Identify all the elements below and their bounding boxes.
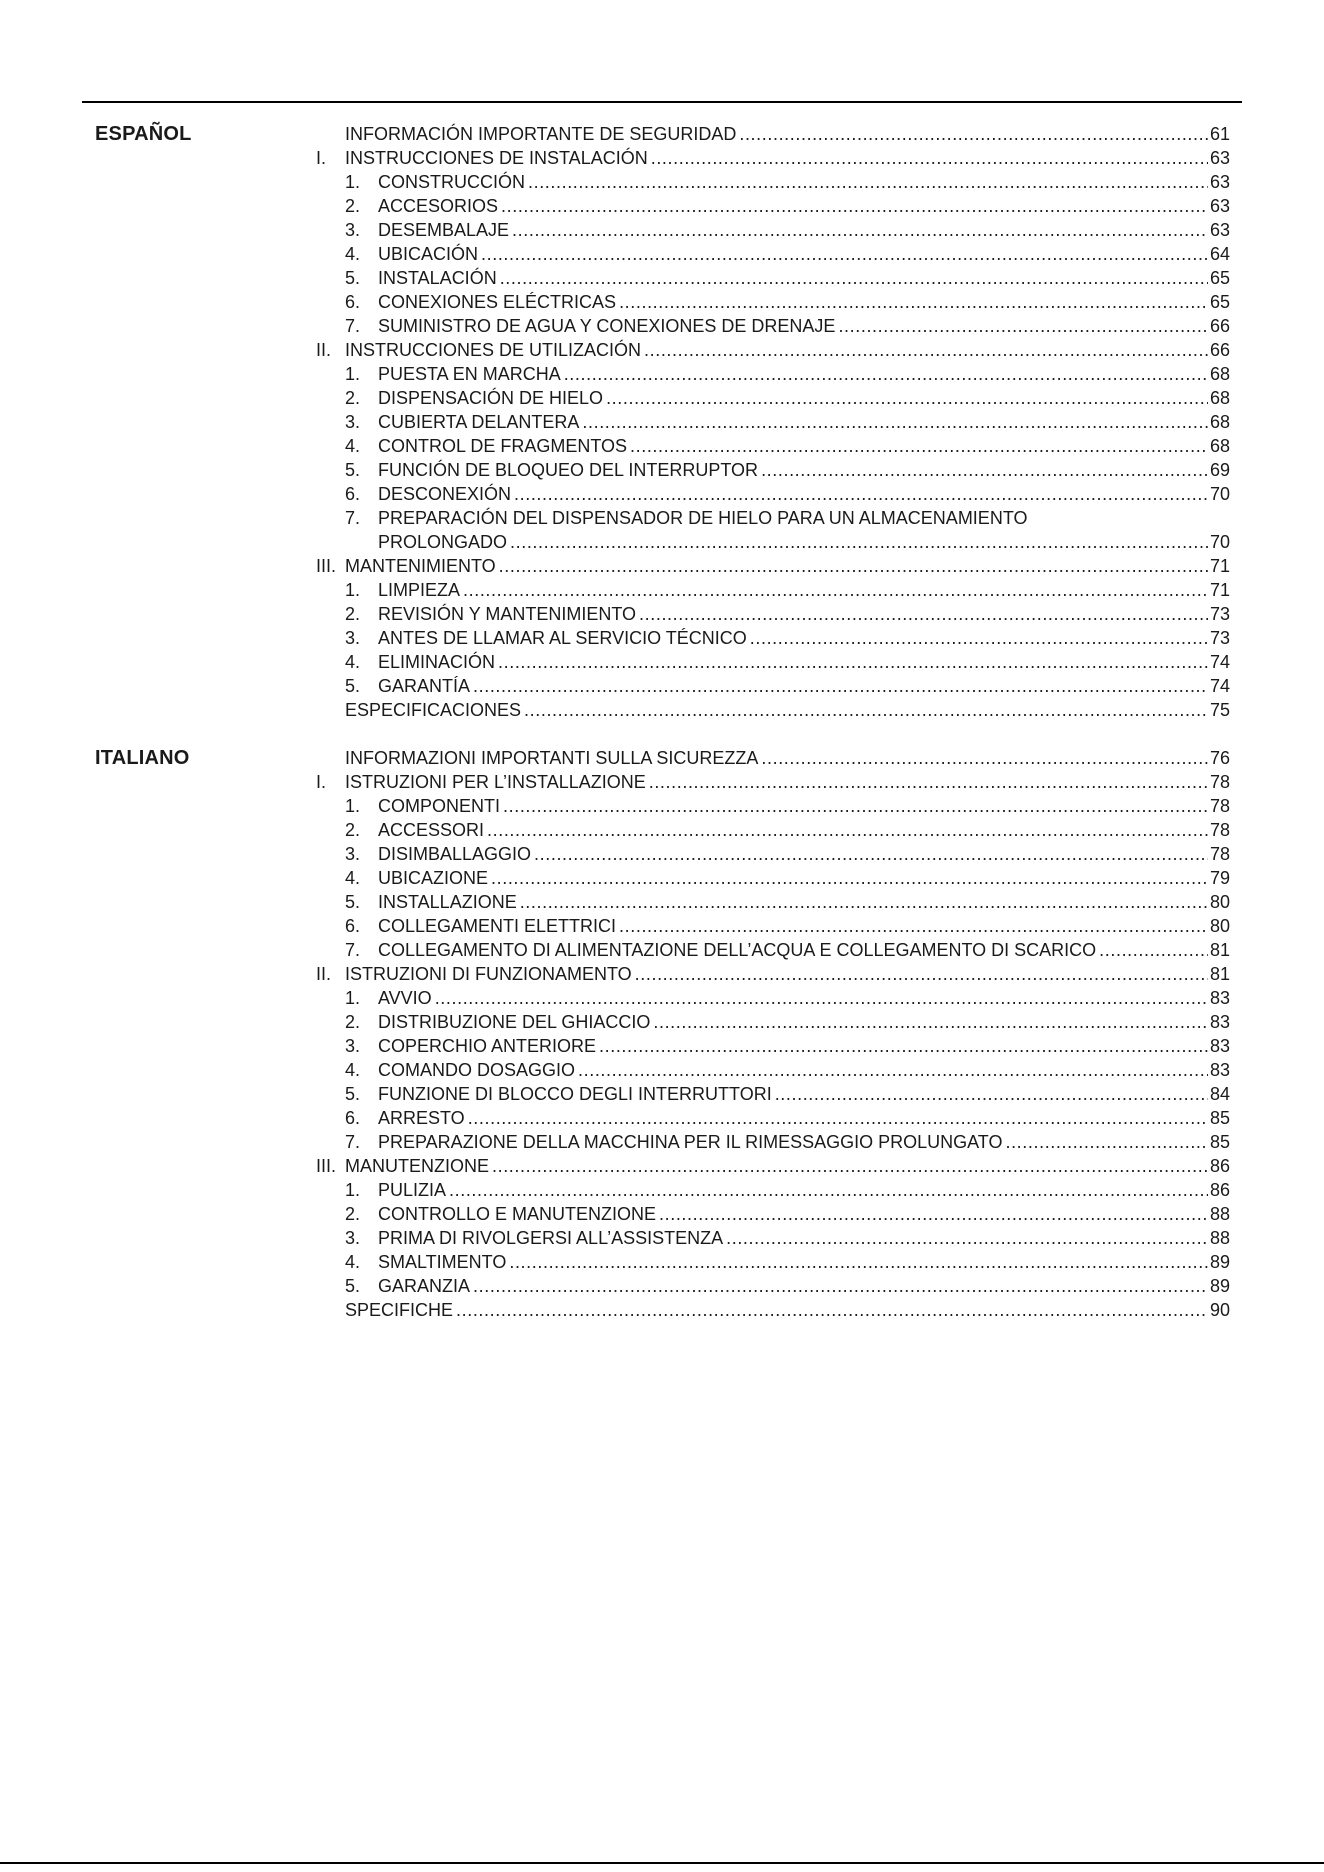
toc-entry[interactable]: [316, 506, 1230, 530]
toc-entry-number: 2.: [345, 196, 361, 216]
dot-leader: [473, 1274, 1208, 1298]
dot-leader: [775, 1082, 1208, 1106]
dot-leader: [514, 482, 1208, 506]
toc-entry-page-number: 63: [1209, 148, 1230, 168]
toc-entry[interactable]: [316, 338, 1230, 362]
dot-leader: [492, 1154, 1208, 1178]
toc-entry-number: 5.: [345, 676, 361, 696]
dot-leader: [761, 746, 1208, 770]
toc-entry-page-number: 66: [1209, 316, 1230, 336]
toc-entry-title: ISTRUZIONI PER L’INSTALLAZIONE: [345, 772, 646, 792]
toc-entry[interactable]: [316, 242, 1230, 266]
toc-entry-number: 5.: [345, 268, 361, 288]
toc-entry-title: DESCONEXIÓN: [378, 484, 512, 504]
toc-list: [316, 746, 1230, 1322]
toc-entry-page-number: 76: [1209, 748, 1230, 768]
toc-entry[interactable]: [316, 1154, 1230, 1178]
toc-entry-title: SMALTIMENTO: [378, 1252, 507, 1272]
toc-entry[interactable]: [316, 626, 1230, 650]
dot-leader: [463, 578, 1208, 602]
toc-entry[interactable]: [316, 1226, 1230, 1250]
toc-entry[interactable]: [316, 890, 1230, 914]
toc-entry[interactable]: [316, 146, 1230, 170]
toc-entry-page-number: 89: [1209, 1252, 1230, 1272]
toc-entry-page-number: 81: [1209, 964, 1230, 984]
dot-leader: [456, 1298, 1208, 1322]
toc-entry-title: PRIMA DI RIVOLGERSI ALL’ASSISTENZA: [378, 1228, 724, 1248]
toc-entry-title: DESEMBALAJE: [378, 220, 510, 240]
toc-entry-number: 2.: [345, 604, 361, 624]
toc-entry-page-number: 89: [1209, 1276, 1230, 1296]
toc-entry-page-number: 86: [1209, 1180, 1230, 1200]
toc-entry-page-number: 68: [1209, 364, 1230, 384]
toc-entry-title: LIMPIEZA: [378, 580, 461, 600]
toc-entry-number: III.: [316, 556, 337, 576]
toc-entry-page-number: 68: [1209, 388, 1230, 408]
toc-entry-title: DISTRIBUZIONE DEL GHIACCIO: [378, 1012, 651, 1032]
toc-entry-page-number: 80: [1209, 916, 1230, 936]
toc-entry[interactable]: [316, 122, 1230, 146]
dot-leader: [520, 890, 1208, 914]
toc-entry-title: COPERCHIO ANTERIORE: [378, 1036, 597, 1056]
dot-leader: [630, 434, 1208, 458]
toc-entry-title: REVISIÓN Y MANTENIMIENTO: [378, 604, 637, 624]
toc-entry-page-number: 81: [1209, 940, 1230, 960]
toc-entry-title: PREPARACIÓN DEL DISPENSADOR DE HIELO PARA UN ALMACENAMIENTO: [378, 508, 1028, 528]
toc-entry[interactable]: [316, 770, 1230, 794]
toc-entry-number: 5.: [345, 892, 361, 912]
toc-entry[interactable]: [316, 554, 1230, 578]
bottom-divider: [0, 1862, 1324, 1864]
toc-entry-page-number: 78: [1209, 844, 1230, 864]
toc-entry-page-number: 66: [1209, 340, 1230, 360]
toc-entry-number: 4.: [345, 244, 361, 264]
toc-entry-number: 7.: [345, 940, 361, 960]
toc-entry-number: 1.: [345, 988, 361, 1008]
toc-list: [316, 122, 1230, 722]
toc-entry-number: 2.: [345, 1204, 361, 1224]
toc-entry-number: 3.: [345, 1228, 361, 1248]
toc-entry-title: PULIZIA: [378, 1180, 447, 1200]
toc-entry-title: INSTALLAZIONE: [378, 892, 517, 912]
toc-entry[interactable]: [316, 794, 1230, 818]
toc-entry-number: 3.: [345, 220, 361, 240]
toc-entry[interactable]: [316, 818, 1230, 842]
toc-entry-page-number: 70: [1209, 484, 1230, 504]
toc-entry-title: FUNZIONE DI BLOCCO DEGLI INTERRUTTORI: [378, 1084, 772, 1104]
dot-leader: [1005, 1130, 1207, 1154]
dot-leader: [534, 842, 1208, 866]
toc-entry-title: COLLEGAMENTO DI ALIMENTAZIONE DELL’ACQUA E COLLEGAMENTO DI SCARICO: [378, 940, 1097, 960]
toc-entry[interactable]: [316, 1250, 1230, 1274]
toc-entry-page-number: 80: [1209, 892, 1230, 912]
dot-leader: [512, 218, 1208, 242]
toc-entry-title: COMANDO DOSAGGIO: [378, 1060, 576, 1080]
toc-entry[interactable]: [316, 1130, 1230, 1154]
toc-entry[interactable]: [316, 386, 1230, 410]
toc-entry-page-number: 74: [1209, 676, 1230, 696]
toc-entry-title: DISPENSACIÓN DE HIELO: [378, 388, 604, 408]
dot-leader: [524, 698, 1208, 722]
toc-entry-title: CUBIERTA DELANTERA: [378, 412, 580, 432]
toc-entry[interactable]: [316, 434, 1230, 458]
toc-entry-title: COLLEGAMENTI ELETTRICI: [378, 916, 617, 936]
toc-entry-page-number: 85: [1209, 1108, 1230, 1128]
toc-entry-number: 4.: [345, 1252, 361, 1272]
toc-entry-page-number: 86: [1209, 1156, 1230, 1176]
toc-entry-number: 4.: [345, 652, 361, 672]
dot-leader: [498, 650, 1208, 674]
toc-entry-page-number: 64: [1209, 244, 1230, 264]
toc-entry[interactable]: [316, 410, 1230, 434]
toc-entry[interactable]: [316, 650, 1230, 674]
dot-leader: [838, 314, 1208, 338]
toc-entry[interactable]: [316, 986, 1230, 1010]
toc-entry-title: ACCESSORI: [378, 820, 485, 840]
toc-entry-title: ANTES DE LLAMAR AL SERVICIO TÉCNICO: [378, 628, 747, 648]
dot-leader: [739, 122, 1208, 146]
toc-entry-title: MANUTENZIONE: [345, 1156, 489, 1176]
toc-entry-number: 5.: [345, 1084, 361, 1104]
dot-leader: [501, 194, 1208, 218]
toc-entry-title: GARANTÍA: [378, 676, 471, 696]
toc-entry[interactable]: [316, 314, 1230, 338]
dot-leader: [659, 1202, 1208, 1226]
toc-entry-page-number: 83: [1209, 1012, 1230, 1032]
toc-entry-page-number: 63: [1209, 172, 1230, 192]
toc-entry[interactable]: [316, 674, 1230, 698]
toc-entry-title: CONEXIONES ELÉCTRICAS: [378, 292, 617, 312]
dot-leader: [468, 1106, 1208, 1130]
toc-entry-page-number: 78: [1209, 796, 1230, 816]
toc-entry-title: UBICAZIONE: [378, 868, 489, 888]
toc-entry-number: 1.: [345, 1180, 361, 1200]
dot-leader: [449, 1178, 1208, 1202]
dot-leader: [651, 146, 1208, 170]
toc-entry[interactable]: [316, 266, 1230, 290]
toc-entry-page-number: 73: [1209, 604, 1230, 624]
toc-entry[interactable]: [316, 458, 1230, 482]
toc-entry[interactable]: [316, 1274, 1230, 1298]
toc-entry-number: III.: [316, 1156, 337, 1176]
toc-entry-title: ESPECIFICACIONES: [345, 700, 522, 720]
dot-leader: [481, 242, 1208, 266]
dot-leader: [644, 338, 1208, 362]
dot-leader: [582, 410, 1208, 434]
toc-entry-page-number: 74: [1209, 652, 1230, 672]
dot-leader: [599, 1034, 1208, 1058]
dot-leader: [491, 866, 1208, 890]
toc-entry-number: II.: [316, 964, 332, 984]
toc-entry-page-number: 88: [1209, 1204, 1230, 1224]
toc-entry-number: 1.: [345, 172, 361, 192]
toc-entry-title: INFORMACIÓN IMPORTANTE DE SEGURIDAD: [345, 124, 737, 144]
toc-entry-title: SPECIFICHE: [345, 1300, 454, 1320]
dot-leader: [499, 554, 1208, 578]
toc-entry-page-number: 68: [1209, 412, 1230, 432]
toc-entry-title: SUMINISTRO DE AGUA Y CONEXIONES DE DRENAJE: [378, 316, 836, 336]
toc-entry-number: 7.: [345, 316, 361, 336]
toc-entry-title: COMPONENTI: [378, 796, 501, 816]
dot-leader: [500, 266, 1208, 290]
toc-entry-page-number: 68: [1209, 436, 1230, 456]
toc-entry-page-number: 63: [1209, 220, 1230, 240]
dot-leader: [653, 1010, 1208, 1034]
dot-leader: [639, 602, 1208, 626]
toc-entry-number: I.: [316, 148, 327, 168]
toc-entry-title: UBICACIÓN: [378, 244, 479, 264]
toc-entry-title: DISIMBALLAGGIO: [378, 844, 532, 864]
toc-entry[interactable]: [316, 362, 1230, 386]
toc-entry[interactable]: [316, 602, 1230, 626]
toc-entry-number: 4.: [345, 1060, 361, 1080]
dot-leader: [649, 770, 1208, 794]
toc-entry-page-number: 83: [1209, 1060, 1230, 1080]
dot-leader: [606, 386, 1208, 410]
toc-entry[interactable]: [316, 938, 1230, 962]
toc-entry-title: AVVIO: [378, 988, 432, 1008]
toc-entry-number: 3.: [345, 1036, 361, 1056]
toc-entry-number: 3.: [345, 844, 361, 864]
toc-entry-title: MANTENIMIENTO: [345, 556, 496, 576]
toc-entry-page-number: 78: [1209, 820, 1230, 840]
toc-entry[interactable]: [316, 1034, 1230, 1058]
dot-leader: [726, 1226, 1208, 1250]
toc-entry[interactable]: [316, 914, 1230, 938]
toc-entry[interactable]: [316, 1202, 1230, 1226]
toc-entry-number: II.: [316, 340, 332, 360]
toc-entry-number: 7.: [345, 1132, 361, 1152]
toc-entry-page-number: 83: [1209, 1036, 1230, 1056]
toc-entry-number: 6.: [345, 916, 361, 936]
toc-entry-page-number: 71: [1209, 556, 1230, 576]
toc-entry-number: 1.: [345, 580, 361, 600]
toc-entry-number: 6.: [345, 1108, 361, 1128]
dot-leader: [487, 818, 1208, 842]
toc-entry-page-number: 78: [1209, 772, 1230, 792]
toc-entry[interactable]: [316, 578, 1230, 602]
toc-entry[interactable]: [316, 218, 1230, 242]
toc-entry[interactable]: [316, 1082, 1230, 1106]
toc-entry-title: FUNCIÓN DE BLOQUEO DEL INTERRUPTOR: [378, 460, 759, 480]
toc-entry[interactable]: [316, 962, 1230, 986]
toc-entry-page-number: 65: [1209, 268, 1230, 288]
toc-entry-number: I.: [316, 772, 327, 792]
toc-entry-number: 5.: [345, 1276, 361, 1296]
dot-leader: [435, 986, 1208, 1010]
toc-entry-number: 2.: [345, 1012, 361, 1032]
toc-entry-number: 2.: [345, 388, 361, 408]
language-heading: ITALIANO: [95, 747, 190, 769]
toc-entry-number: 5.: [345, 460, 361, 480]
toc-entry[interactable]: [316, 1298, 1230, 1322]
toc-entry-title: ELIMINACIÓN: [378, 652, 496, 672]
toc-entry-title: PREPARAZIONE DELLA MACCHINA PER IL RIMESSAGGIO PROLUNGATO: [378, 1132, 1003, 1152]
toc-entry[interactable]: [316, 1178, 1230, 1202]
toc-entry-page-number: 73: [1209, 628, 1230, 648]
toc-entry-number: 3.: [345, 412, 361, 432]
toc-entry-title: GARANZIA: [378, 1276, 471, 1296]
toc-entry-title: INFORMAZIONI IMPORTANTI SULLA SICUREZZA: [345, 748, 759, 768]
toc-entry-number: 1.: [345, 364, 361, 384]
toc-entry-title: INSTALACIÓN: [378, 268, 497, 288]
toc-entry-page-number: 88: [1209, 1228, 1230, 1248]
toc-entry-title: INSTRUCCIONES DE UTILIZACIÓN: [345, 340, 642, 360]
toc-entry-title: CONTROLLO E MANUTENZIONE: [378, 1204, 657, 1224]
dot-leader: [564, 362, 1208, 386]
dot-leader: [1099, 938, 1208, 962]
toc-entry[interactable]: [316, 170, 1230, 194]
dot-leader: [619, 290, 1208, 314]
toc-entry-page-number: 69: [1209, 460, 1230, 480]
toc-entry-page-number: 63: [1209, 196, 1230, 216]
toc-entry[interactable]: [316, 530, 1230, 554]
toc-entry[interactable]: [316, 1058, 1230, 1082]
dot-leader: [528, 170, 1208, 194]
toc-entry-number: 4.: [345, 436, 361, 456]
toc-entry[interactable]: [316, 842, 1230, 866]
toc-entry-page-number: 83: [1209, 988, 1230, 1008]
toc-entry[interactable]: [316, 482, 1230, 506]
toc-entry-title: ARRESTO: [378, 1108, 465, 1128]
dot-leader: [635, 962, 1208, 986]
toc-entry-number: 6.: [345, 484, 361, 504]
toc-entry-page-number: 70: [1209, 532, 1230, 552]
toc-entry[interactable]: [316, 698, 1230, 722]
dot-leader: [509, 1250, 1208, 1274]
dot-leader: [510, 530, 1208, 554]
toc-entry-page-number: 90: [1209, 1300, 1230, 1320]
toc-entry-page-number: 65: [1209, 292, 1230, 312]
dot-leader: [619, 914, 1208, 938]
dot-leader: [503, 794, 1208, 818]
toc-entry-number: 3.: [345, 628, 361, 648]
toc-entry[interactable]: [316, 290, 1230, 314]
toc-entry-title: PROLONGADO: [378, 532, 508, 552]
dot-leader: [473, 674, 1208, 698]
language-heading: ESPAÑOL: [95, 123, 192, 145]
toc-entry-page-number: 79: [1209, 868, 1230, 888]
toc-entry[interactable]: [316, 746, 1230, 770]
toc-entry-title: INSTRUCCIONES DE INSTALACIÓN: [345, 148, 648, 168]
toc-entry-number: 2.: [345, 820, 361, 840]
toc-entry-page-number: 75: [1209, 700, 1230, 720]
dot-leader: [750, 626, 1208, 650]
toc-entry-page-number: 61: [1209, 124, 1230, 144]
top-divider: [82, 101, 1242, 103]
dot-leader: [578, 1058, 1208, 1082]
toc-entry-page-number: 85: [1209, 1132, 1230, 1152]
dot-leader: [761, 458, 1208, 482]
toc-entry-title: CONTROL DE FRAGMENTOS: [378, 436, 628, 456]
toc-entry[interactable]: [316, 194, 1230, 218]
toc-entry-title: ACCESORIOS: [378, 196, 499, 216]
toc-entry[interactable]: [316, 866, 1230, 890]
toc-entry-title: PUESTA EN MARCHA: [378, 364, 561, 384]
toc-entry-number: 7.: [345, 508, 361, 528]
toc-entry[interactable]: [316, 1106, 1230, 1130]
toc-entry-page-number: 71: [1209, 580, 1230, 600]
toc-entry-page-number: 84: [1209, 1084, 1230, 1104]
toc-entry[interactable]: [316, 1010, 1230, 1034]
toc-entry-number: 4.: [345, 868, 361, 888]
toc-entry-title: ISTRUZIONI DI FUNZIONAMENTO: [345, 964, 632, 984]
toc-entry-number: 6.: [345, 292, 361, 312]
toc-entry-number: 1.: [345, 796, 361, 816]
toc-entry-title: CONSTRUCCIÓN: [378, 172, 525, 192]
